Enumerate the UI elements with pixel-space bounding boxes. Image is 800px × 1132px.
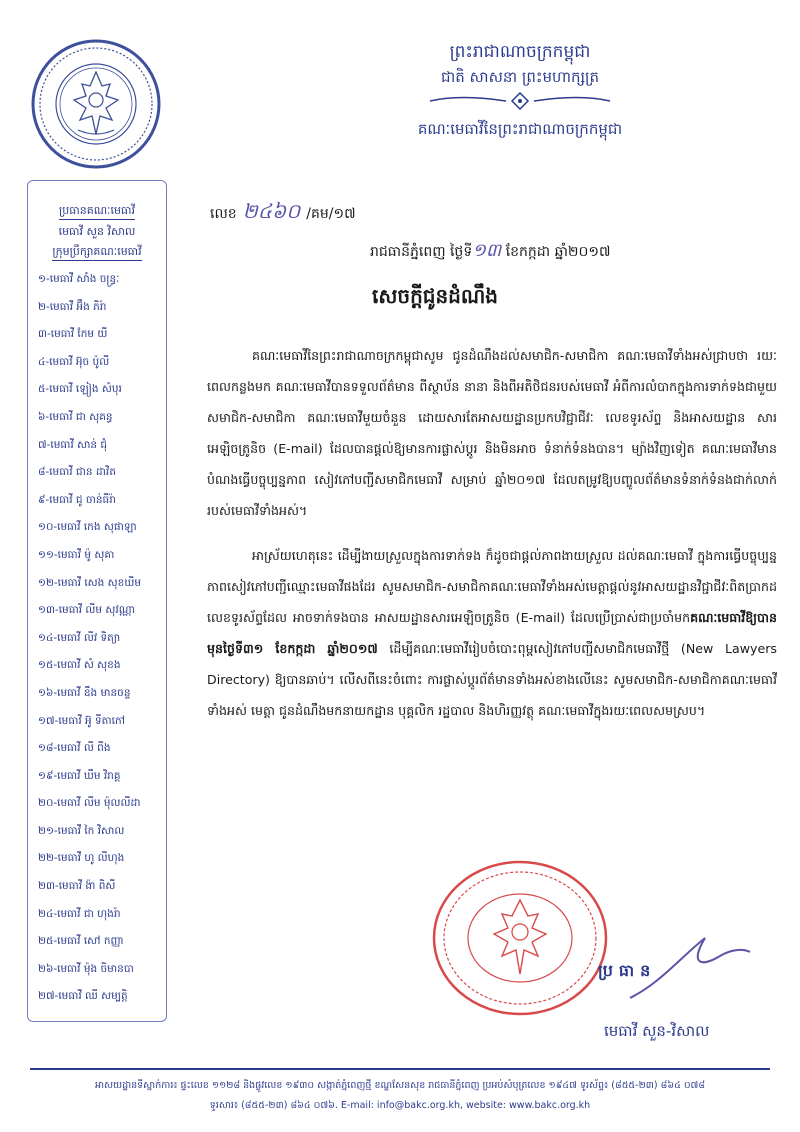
- council-member-item: ២៧-មេធាវី ឈី សម្បត្តិ: [38, 990, 128, 1003]
- date-prefix: រាជធានីភ្នំពេញ ថ្ងៃទី: [370, 244, 473, 260]
- letter-body: [207, 340, 777, 726]
- national-motto: ជាតិ សាសនា ព្រះមហាក្សត្រ: [440, 68, 600, 86]
- document-title: សេចក្តីជូនដំណឹង: [372, 284, 498, 308]
- reference-handwritten-number: ២៤៦០: [242, 199, 301, 223]
- council-member-item: ៩-មេធាវី ជូ ចាន់ធីរ៉ា: [38, 493, 116, 506]
- council-member-item: ២១-មេធាវី កៃ វិសាល: [38, 824, 125, 837]
- president-heading: ប្រធានគណៈមេធាវី: [59, 203, 135, 220]
- bar-council-name: គណៈមេធាវីនៃព្រះរាជាណាចក្រកម្ពុជា: [417, 120, 623, 138]
- council-member-item: ២៥-មេធាវី សៅ កញ្ញា: [38, 935, 124, 948]
- handwritten-signature-icon: [610, 928, 760, 1008]
- council-member-item: ១២-មេធាវី សេង សុខឃីម: [38, 576, 142, 589]
- council-member-item: ២៣-មេធាវី ង៉ា ពិសី: [38, 880, 116, 893]
- reference-suffix: /គម/១៧: [306, 206, 356, 222]
- footer-address: អាសយដ្ឋានទីស្នាក់ការ៖ ផ្ទះលេខ ១១២៨ និងផ្លូវលេខ ១៩៣០ សង្កាត់ភ្នំពេញថ្មី ខណ្ឌសែនសុខ រាជធានីភ្នំពេញ ប្រអប់សំបុត្រលេខ ១៩៤៧ ទូរស័ព្ទ៖ (៨៥៥-២៣) ៨៦៤ ០៧៨: [94, 1080, 706, 1091]
- date-day: ១៣: [472, 240, 502, 261]
- council-member-item: ១១-មេធាវី ម៉ូ សុគា: [38, 548, 115, 561]
- council-member-item: ២៤-មេធាវី ជា ហុងរ៉ា: [38, 907, 121, 920]
- council-member-item: ១៤-មេធាវី លីវ ទិត្យា: [38, 631, 121, 644]
- council-member-item: ១៨-មេធាវី លី ពីង: [38, 742, 111, 755]
- bar-association-seal-icon: [30, 38, 162, 170]
- council-member-item: ២-មេធាវី អ៊ឹង ភិរ៉ា: [38, 300, 107, 313]
- footer-contact: ទូរសារ៖ (៨៥៥-២៣) ៨៦៤ ០៧៦. E-mail: info@bakc.org.kh, website: www.bakc.org.kh: [209, 1100, 591, 1111]
- council-members-heading: ក្រុមប្រឹក្សាគណៈមេធាវី: [52, 244, 141, 261]
- council-member-item: ១៥-មេធាវី សំ សុខង: [38, 659, 121, 672]
- president-name: មេធាវី សួន វិសាល: [58, 225, 136, 238]
- council-member-item: ២០-មេធាវី លីម ម៉ុលលីដា: [38, 797, 141, 810]
- council-member-item: ៥-មេធាវី ឡៀង សំបុរ: [38, 383, 122, 396]
- kingdom-title: ព្រះរាជាណាចក្រកម្ពុជា: [449, 42, 591, 62]
- council-members-list: [28, 269, 166, 1014]
- date-rest: ខែកក្កដា ឆ្នាំ២០១៧: [505, 244, 611, 260]
- council-member-item: ៤-មេធាវី អ៊ុច ប៉ូលី: [38, 355, 110, 368]
- council-member-item: ៨-មេធាវី ជាន ដាវិត: [38, 466, 116, 479]
- body-paragraph-1: គណៈមេធាវីនៃព្រះរាជាណាចក្រកម្ពុជាសូម ជូនដំណឹងដល់សមាជិក-សមាជិកា គណៈមេធាវីទាំងអស់ជ្រាបថា រយៈពេលកន្លងមក គណៈមេធាវីបានទទួលព័ត៌មាន ពីស្ថាប័ន នានា និងពីអតិថិជនរបស់មេធាវី អំពីការលំបាកក្នុងការទាក់ទងជាមួយសមាជិក-សមាជិកា គណៈមេធាវីមួយចំនួន ដោយសារតែអាសយដ្ឋានប្រកបវិជ្ជាជីវៈ លេខទូរស័ព្ទ និងអាសយដ្ឋាន សារអេឡិចត្រូនិច (E-mail) ដែលបានផ្តល់ឱ្យមានការផ្លាស់ប្តូរ និងមិនអាច ទំនាក់ទំនងបាន។ ម្យ៉ាងវិញទៀត គណៈមេធាវីមានបំណងធ្វើបច្ចុប្បន្នភាព សៀវភៅបញ្ជីសមាជិកមេធាវី សម្រាប់ ឆ្នាំ២០១៧ ដែលតម្រូវឱ្យបញ្ចូលព័ត៌មានទំនាក់ទំនងជាក់លាក់របស់មេធាវីទាំងអស់។: [207, 348, 777, 518]
- reference-prefix: លេខ: [210, 206, 237, 222]
- council-members-panel: [27, 180, 167, 1022]
- council-member-item: ១៧-មេធាវី អ៊ូ ទីតាកៅ: [38, 714, 126, 727]
- council-member-item: ១-មេធាវី សាំង ចន្ធ្រៈ: [38, 273, 120, 285]
- official-red-stamp-icon: [430, 858, 610, 1018]
- council-member-item: ១៦-មេធាវី ឧឹង មានចន្ទ: [38, 686, 131, 699]
- reference-number: [210, 198, 356, 228]
- council-member-item: ៣-មេធាវី កែម យី: [38, 328, 108, 341]
- body-paragraph-2: អាស្រ័យហេតុនេះ ដើម្បីងាយស្រួលក្នុងការទាក់ទង ក៏ដូចជាផ្តល់ភាពងាយស្រួល ដល់គណៈមេធាវី ក្នុងការធ្វើបច្ចុប្បន្នភាពសៀវភៅបញ្ជីឈ្មោះមេធាវីផងដែរ សូមសមាជិក-សមាជិកាគណៈមេធាវីទាំងអស់មេត្តាផ្តល់នូវអាសយដ្ឋានវិជ្ជាជីវៈពិតប្រាកដ លេខទូរស័ព្ទដែល អាចទាក់ទងបាន អាសយដ្ឋានសារអេឡិចត្រូនិច (E-mail) ដែលប្រើប្រាស់ជាប្រចាំមកគណៈមេធាវីឱ្យបានមុនថ្ងៃទី៣១ ខែកក្កដា ឆ្នាំ២០១៧ ដើម្បីគណៈមេធាវីរៀបចំបោះពុម្ពសៀវភៅបញ្ជីសមាជិកមេធាវីថ្មី (New Lawyers Directory) ឱ្យបានឆាប់។ លើសពីនេះចំពោះ ការផ្លាស់ប្តូរព័ត៌មានទាំងអស់ខាងលើនេះ សូមសមាជិក-សមាជិកាគណៈមេធាវីទាំងអស់ មេត្តា ជូនដំណឹងមកនាយកដ្ឋាន បុគ្គលិក រដ្ឋបាល និងហិរញ្ញវត្ថុ គណៈមេធាវីក្នុងរយៈពេលសមស្រប។: [207, 548, 777, 718]
- council-member-item: ២៦-មេធាវី ម៉ុង ចិមានបា: [38, 962, 134, 975]
- council-member-item: ២២-មេធាវី ហូ លីហុង: [38, 852, 125, 865]
- council-member-item: ១០-មេធាវី កេង សុផាឡា: [38, 521, 137, 534]
- council-member-item: ៦-មេធាវី ជា សុគន្ធ: [38, 410, 113, 423]
- council-member-item: ១៩-មេធាវី ឃឹម វិរាគ្គ: [38, 769, 121, 782]
- letter-date: [370, 238, 611, 265]
- letterhead: [270, 40, 770, 140]
- ornament-divider-icon: [410, 92, 630, 110]
- signatory-name: មេធាវី សួន-វិសាល: [604, 1022, 710, 1040]
- council-member-item: ១៣-មេធាវី លីម សុវណ្ណា: [38, 604, 135, 617]
- deadline-text: គណៈមេធាវីឱ្យបានមុនថ្ងៃទី៣១ ខែកក្កដា ឆ្នាំ២០១៧: [207, 610, 777, 656]
- signature-title: ប្រធាន: [598, 961, 657, 980]
- letter-footer: [30, 1068, 770, 1116]
- council-member-item: ៧-មេធាវី សាន់ ជុំ: [38, 438, 108, 451]
